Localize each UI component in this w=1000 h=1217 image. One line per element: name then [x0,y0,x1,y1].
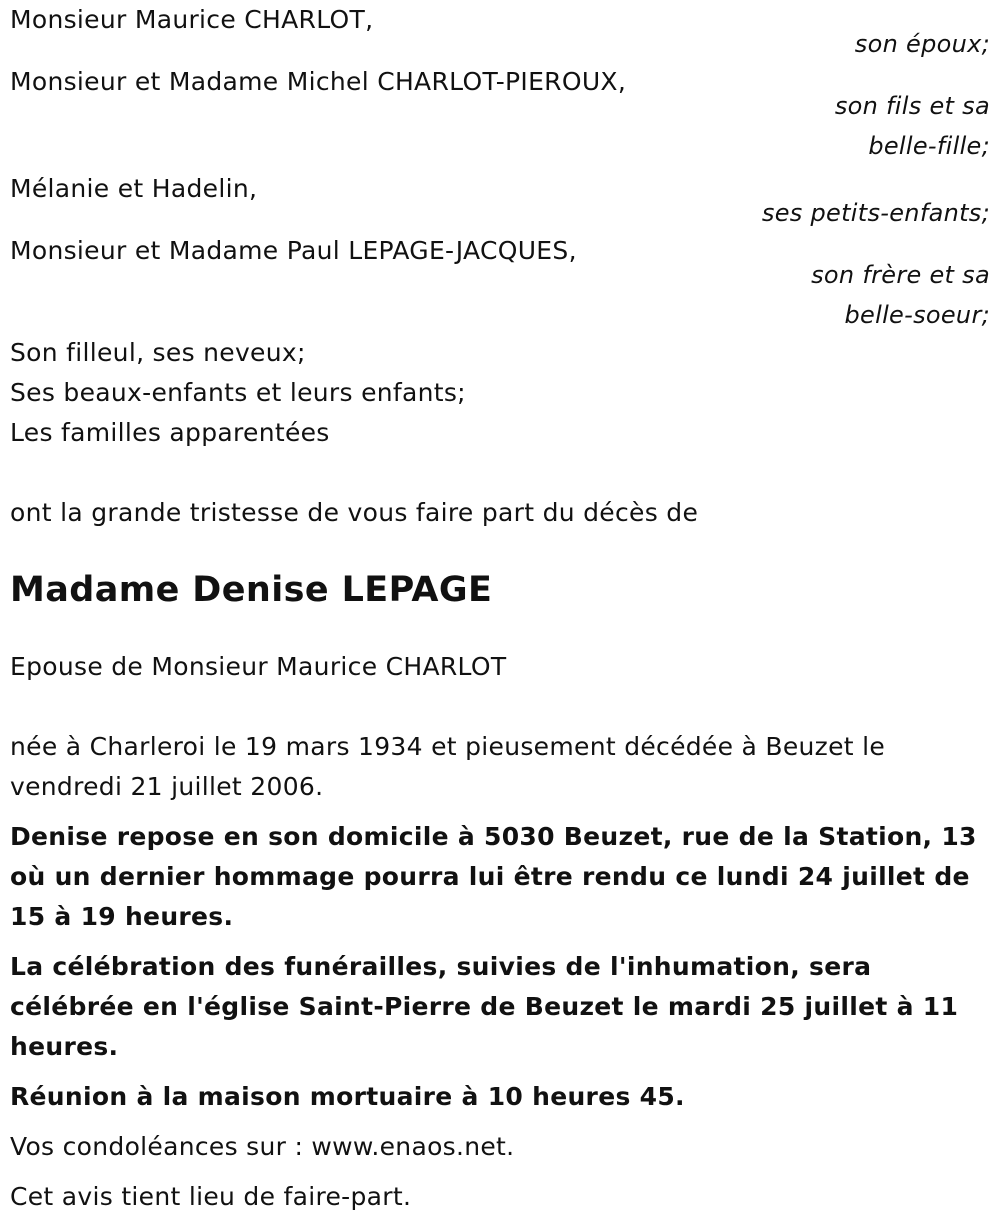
funeral-info: La célébration des funérailles, suivies de l'inhumation, sera célébrée en l'église Saint-Pierre de Beuzet le mardi 25 juillet à 11 heures. [10,952,959,1061]
condolences-info: Vos condoléances sur : www.enaos.net. [10,1132,515,1161]
family-member-relation: son fils et sa belle-fille; [834,92,990,160]
family-list [10,0,990,335]
family-member-name: Monsieur Maurice CHARLOT, [10,5,374,34]
family-member-name: Mélanie et Hadelin, [10,174,258,203]
relatives-line: Son filleul, ses neveux; [10,338,306,367]
spouse-line: Epouse de Monsieur Maurice CHARLOT [10,652,507,681]
birth-death-info: née à Charleroi le 19 mars 1934 et pieusement décédée à Beuzet le vendredi 21 juillet 2006. [10,732,886,801]
closing-note: Cet avis tient lieu de faire-part. [10,1182,412,1211]
family-member-relation: ses petits-enfants; [761,199,990,227]
other-relatives [10,333,990,453]
family-member-name: Monsieur et Madame Paul LEPAGE-JACQUES, [10,236,577,265]
family-member-relation: son époux; [854,30,990,58]
deceased-name: Madame Denise LEPAGE [10,570,493,610]
relatives-line: Ses beaux-enfants et leurs enfants; [10,378,466,407]
announcement-intro: ont la grande tristesse de vous faire part du décès de [10,498,699,527]
reunion-info: Réunion à la maison mortuaire à 10 heures 45. [10,1082,685,1111]
repose-info: Denise repose en son domicile à 5030 Beuzet, rue de la Station, 13 où un dernier hommage pourra lui être rendu ce lundi 24 juillet de 15 à 19 heures. [10,822,977,931]
relatives-line: Les familles apparentées [10,418,330,447]
family-member-name: Monsieur et Madame Michel CHARLOT-PIEROUX, [10,67,627,96]
family-member-relation: son frère et sa belle-soeur; [811,261,990,329]
